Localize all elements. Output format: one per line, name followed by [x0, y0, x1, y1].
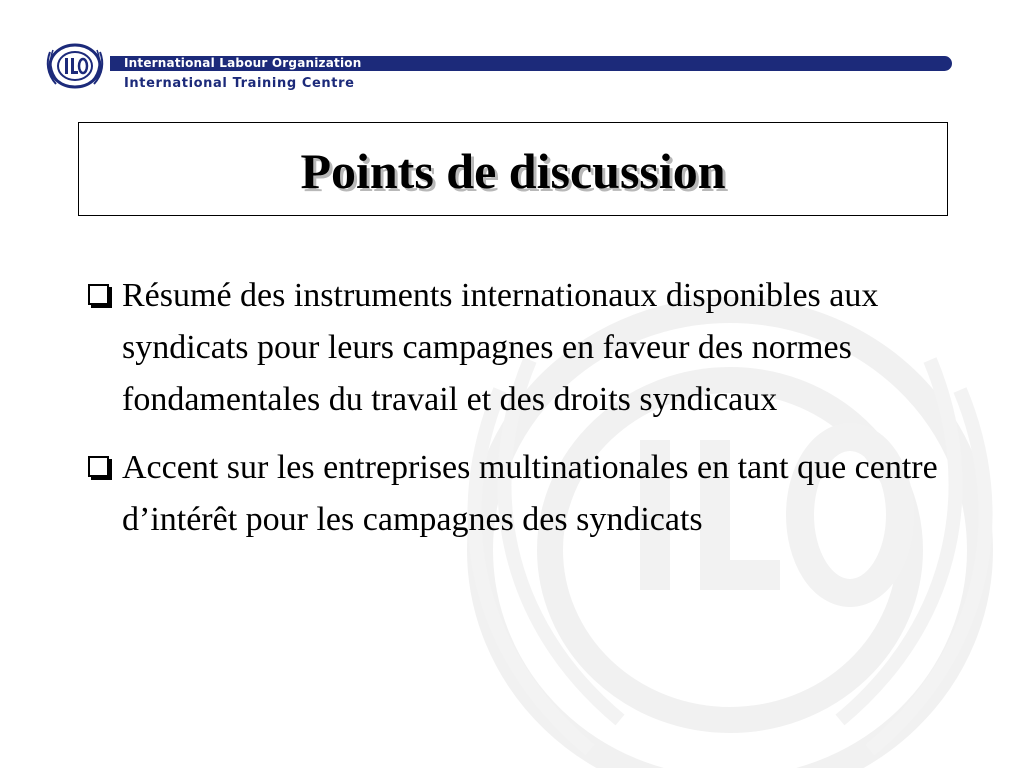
title-box: [78, 122, 948, 216]
bullet-text: Résumé des instruments internationaux disponibles aux syndicats pour leurs campagnes en faveur des normes fondamentales du travail et des droits syndicaux: [122, 277, 879, 418]
bullet-item: [88, 270, 978, 426]
bullet-list: [88, 270, 978, 562]
bullet-text: Accent sur les entreprises multinationales en tant que centre d’intérêt pour les campagnes des syndicats: [122, 449, 938, 538]
centre-name: International Training Centre: [124, 76, 355, 91]
slide-title: Points de discussion: [300, 143, 726, 199]
org-name: International Labour Organization: [124, 56, 362, 70]
bullet-item: [88, 442, 978, 546]
header: [0, 0, 1024, 110]
header-bar-end: [930, 56, 952, 71]
checkbox-bullet-icon: [88, 284, 109, 305]
ilo-emblem-icon: [44, 42, 106, 90]
checkbox-bullet-icon: [88, 456, 109, 477]
